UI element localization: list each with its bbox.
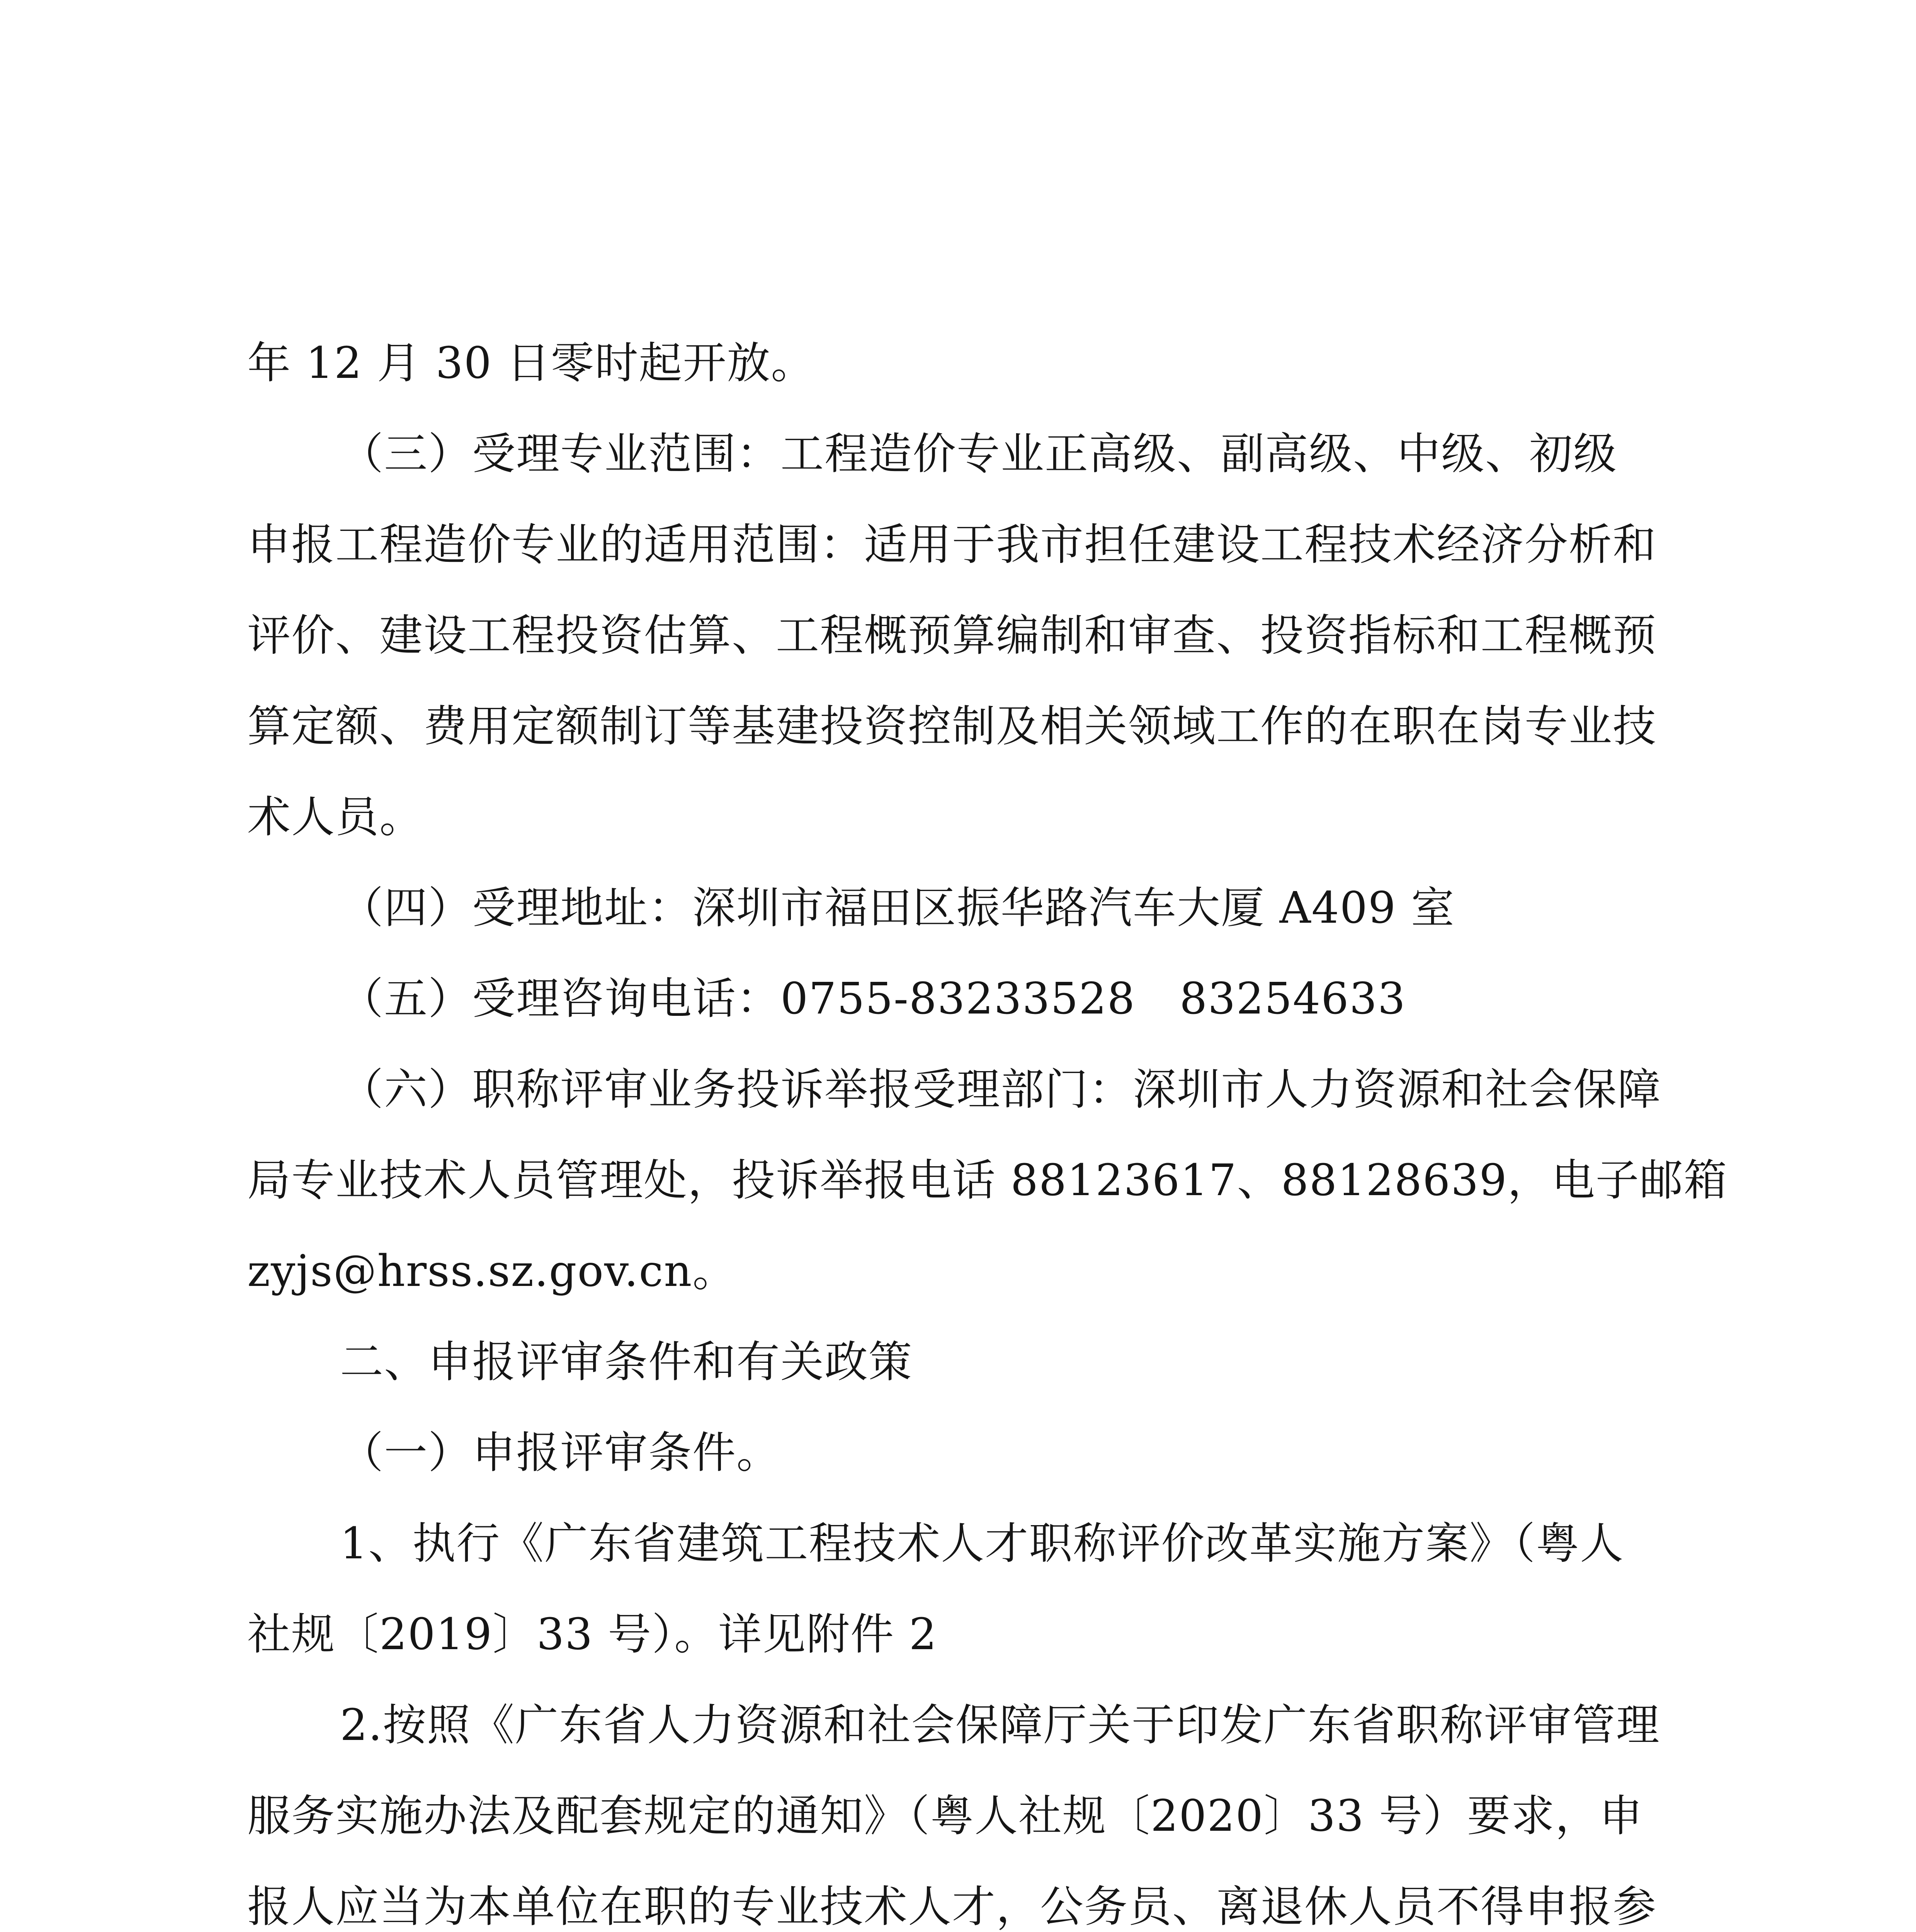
text-line-7: （四）受理地址：深圳市福田区振华路汽车大厦 A409 室 [340,883,1455,933]
text-line-4: 评价、建设工程投资估算、工程概预算编制和审查、投资指标和工程概预 [247,611,1657,661]
text-line-16: 2.按照《广东省人力资源和社会保障厅关于印发广东省职称评审管理 [340,1700,1660,1750]
text-line-10: 局专业技术人员管理处，投诉举报电话 88123617、88128639，电子邮箱 [247,1155,1728,1206]
text-line-13: （一）申报评审条件。 [340,1428,780,1478]
text-line-8: （五）受理咨询电话：0755-83233528 83254633 [340,974,1406,1024]
text-line-14: 1、执行《广东省建筑工程技术人才职称评价改革实施方案》（粤人 [340,1519,1624,1569]
text-line-11: zyjs@hrss.sz.gov.cn。 [247,1246,737,1296]
text-line-5: 算定额、费用定额制订等基建投资控制及相关领域工作的在职在岗专业技 [247,701,1657,752]
text-line-18: 报人应当为本单位在职的专业技术人才，公务员、离退休人员不得申报参 [247,1882,1657,1932]
text-line-15: 社规〔2019〕33 号）。详见附件 2 [247,1609,938,1660]
text-line-6: 术人员。 [247,792,423,842]
text-line-3: 申报工程造价专业的适用范围：适用于我市担任建设工程技术经济分析和 [247,520,1657,570]
text-line-9: （六）职称评审业务投诉举报受理部门：深圳市人力资源和社会保障 [340,1065,1661,1115]
text-line-17: 服务实施办法及配套规定的通知》（粤人社规〔2020〕33 号）要求，申 [247,1791,1644,1841]
text-line-2: （三）受理专业范围：工程造价专业正高级、副高级、中级、初级 [340,429,1617,479]
text-line-12: 二、申报评审条件和有关政策 [340,1337,913,1387]
text-line-1: 年 12 月 30 日零时起开放。 [247,338,815,388]
